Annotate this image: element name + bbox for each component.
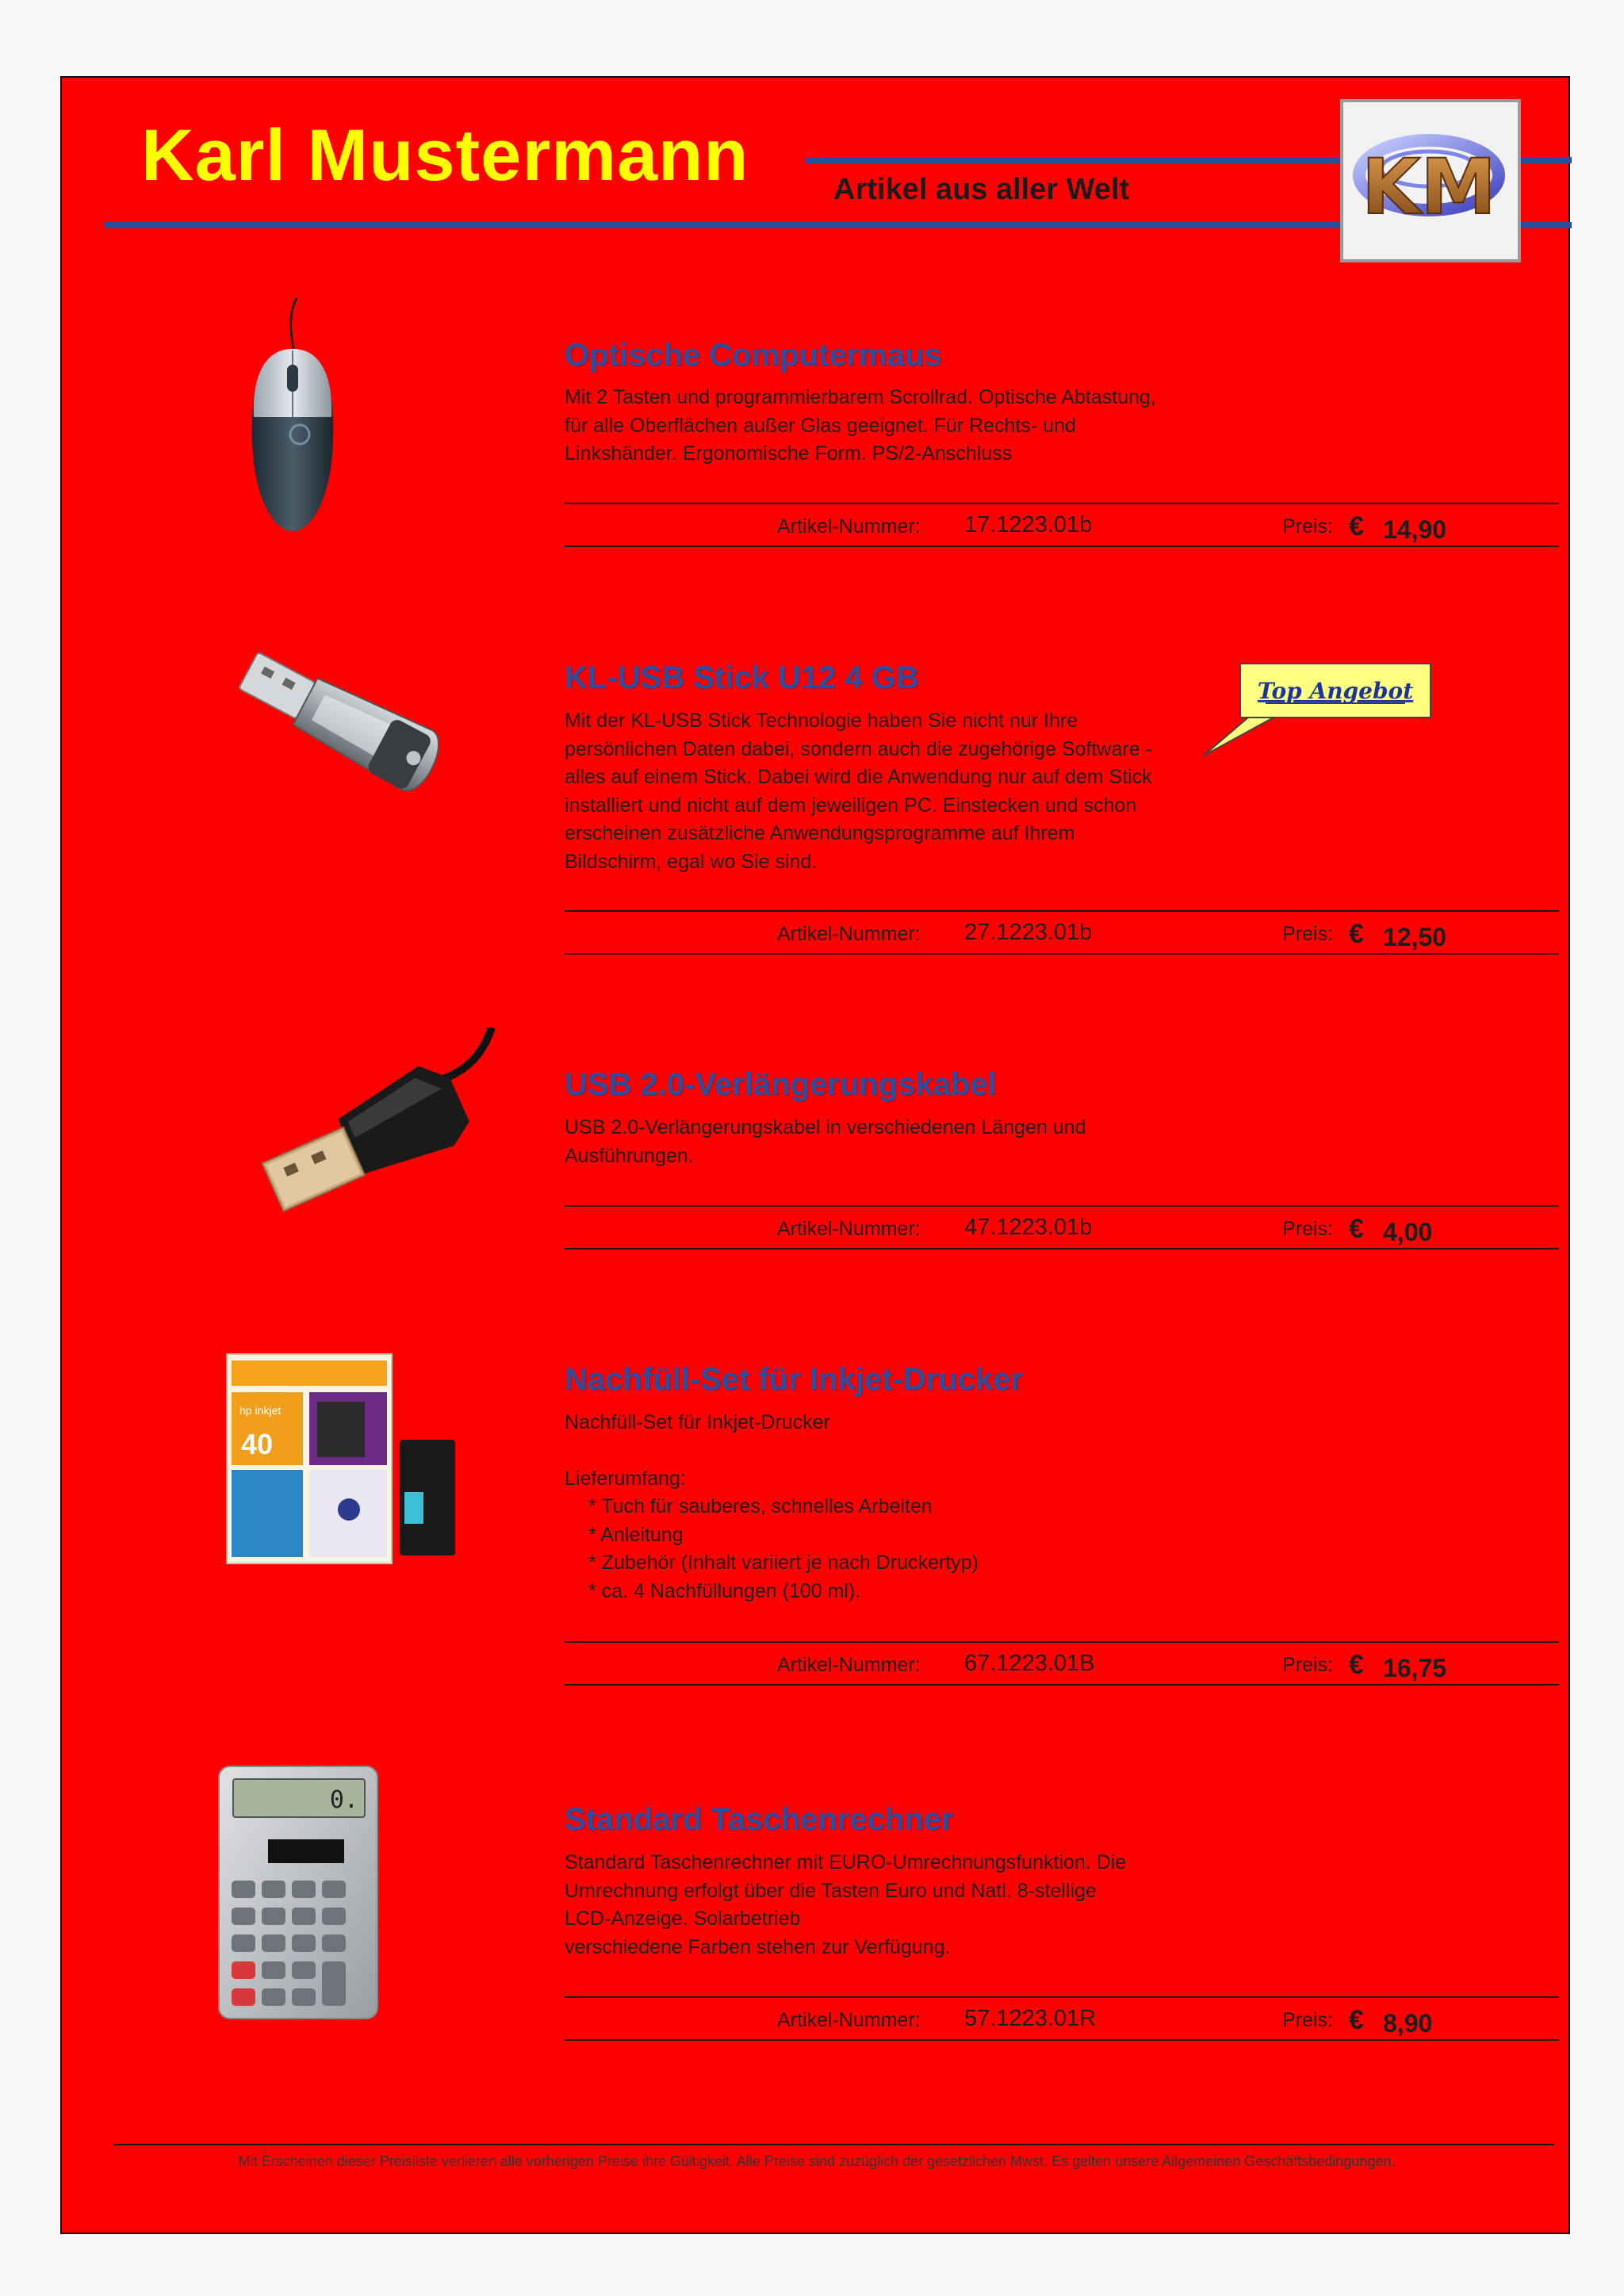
- price-label: Preis:: [1282, 2009, 1333, 2031]
- computer-mouse-image: [249, 298, 336, 536]
- footer-disclaimer: Mit Erscheinen dieser Preisliste verlieren alle vorherigen Preise ihre Gültigkeit. Alle Preise sind zuzüglich der gesetzlichen Mwst. Es gelten unsere Allgemeinen Geschäftsbedingungen.: [238, 2153, 1396, 2169]
- tagline: Artikel aus aller Welt: [833, 173, 1130, 206]
- usb-cable-image: [230, 1027, 523, 1234]
- product-title: USB 2.0-Verlängerungskabel: [565, 1067, 997, 1102]
- product-rule: [565, 953, 1559, 955]
- ink-cartridge-image: [224, 1351, 458, 1568]
- product-description: [565, 1849, 1223, 1961]
- price-label: Preis:: [1282, 515, 1333, 538]
- calculator-image: [216, 1763, 382, 2022]
- company-logo: [1340, 99, 1521, 262]
- price-label: Preis:: [1282, 923, 1333, 945]
- artno-label: Artikel-Nummer:: [777, 2009, 921, 2031]
- product-rule: [565, 910, 1559, 912]
- km-logo-icon: [1343, 102, 1518, 259]
- description-spacer: [565, 1437, 1223, 1465]
- description-line: Bildschirm, egal wo Sie sind.: [565, 850, 818, 873]
- description-line: persönlichen Daten dabei, sondern auch die zugehörige Software -: [565, 737, 1152, 760]
- product-title: Nachfüll-Set für Inkjet-Drucker: [565, 1362, 1023, 1397]
- product-rule: [565, 1641, 1559, 1643]
- price-value: 12,50: [1383, 923, 1447, 951]
- description-bullet: * ca. 4 Nachfüllungen (100 ml).: [588, 1579, 861, 1602]
- price-value: 14,90: [1383, 515, 1447, 544]
- description-line: Lieferumfang:: [565, 1467, 686, 1490]
- artno-value: 47.1223.01b: [964, 1215, 1093, 1240]
- description-line: Mit 2 Tasten und programmierbarem Scrollrad. Optische Abtastung,: [565, 386, 1156, 408]
- description-bullet: * Anleitung: [588, 1523, 684, 1546]
- product-rule: [565, 1248, 1559, 1249]
- description-line: USB 2.0-Verlängerungskabel in verschiedenen Längen und: [565, 1116, 1086, 1138]
- artno-value: 27.1223.01b: [964, 920, 1093, 945]
- product-description: [565, 1409, 1223, 1605]
- description-line: Nachfüll-Set für Inkjet-Drucker: [565, 1411, 830, 1433]
- currency-symbol: €: [1349, 1214, 1364, 1244]
- artno-label: Artikel-Nummer:: [777, 1218, 921, 1240]
- svg-text:Top Angebot: Top Angebot: [1257, 678, 1414, 704]
- product-rule: [565, 1205, 1559, 1207]
- description-line: erscheinen zusätzliche Anwendungsprogramme auf Ihrem: [565, 822, 1075, 844]
- price-value: 8,90: [1383, 2009, 1433, 2038]
- product-rule: [565, 2039, 1559, 2041]
- price-value: 16,75: [1383, 1654, 1447, 1682]
- product-description: [565, 384, 1223, 469]
- description-bullet: * Zubehör (Inhalt variiert je nach Druckertyp): [588, 1552, 979, 1574]
- product-rule: [565, 503, 1559, 504]
- description-line: LCD-Anzeige. Solarbetrieb: [565, 1908, 801, 1930]
- description-line: Mit der KL-USB Stick Technologie haben Sie nicht nur Ihre: [565, 710, 1078, 732]
- usb-stick-image: [225, 634, 455, 817]
- product-description: [565, 1114, 1223, 1170]
- description-line: Standard Taschenrechner mit EURO-Umrechnungsfunktion. Die: [565, 1851, 1127, 1873]
- product-title: Optische Computermaus: [565, 338, 942, 373]
- product-rule: [565, 545, 1559, 547]
- product-title: Standard Taschenrechner: [565, 1802, 954, 1837]
- description-line: verschiedene Farben stehen zur Verfügung.: [565, 1935, 951, 1958]
- price-label: Preis:: [1282, 1218, 1333, 1240]
- currency-symbol: €: [1349, 919, 1364, 949]
- description-line: Ausführungen.: [565, 1144, 694, 1167]
- price-label: Preis:: [1282, 1654, 1333, 1676]
- price-value: 4,00: [1383, 1218, 1433, 1246]
- product-title: KL-USB Stick U12 4 GB: [565, 660, 919, 695]
- description-line: für alle Oberflächen außer Glas geeignet. Für Rechts- und: [565, 414, 1076, 437]
- catalog-page: [60, 76, 1570, 2234]
- description-line: installiert und nicht auf dem jeweiligen PC. Einstecken und schon: [565, 794, 1137, 817]
- svg-text:40: 40: [241, 1428, 274, 1460]
- artno-value: 17.1223.01b: [964, 512, 1093, 538]
- artno-value: 67.1223.01B: [964, 1651, 1095, 1676]
- product-rule: [565, 1684, 1559, 1686]
- product-rule: [565, 1996, 1559, 1998]
- currency-symbol: €: [1349, 511, 1364, 541]
- artno-label: Artikel-Nummer:: [777, 515, 921, 538]
- description-line: Umrechnung erfolgt über die Tasten Euro und Natl. 8-stellige: [565, 1879, 1097, 1902]
- currency-symbol: €: [1349, 1650, 1364, 1680]
- description-line: alles auf einem Stick. Dabei wird die Anwendung nur auf dem Stick: [565, 766, 1152, 788]
- product-description: [565, 707, 1223, 876]
- top-offer-badge: [1201, 659, 1438, 759]
- brand-name: Karl Mustermann: [141, 115, 749, 196]
- artno-label: Artikel-Nummer:: [777, 1654, 921, 1676]
- svg-text:KM: KM: [1362, 143, 1496, 232]
- footer-rule: [113, 2144, 1554, 2145]
- svg-text:0.: 0.: [329, 1786, 358, 1814]
- currency-symbol: €: [1349, 2005, 1364, 2035]
- svg-text:hp inkjet: hp inkjet: [239, 1404, 282, 1417]
- artno-label: Artikel-Nummer:: [777, 923, 921, 945]
- artno-value: 57.1223.01R: [964, 2006, 1097, 2031]
- description-line: Linkshänder. Ergonomische Form. PS/2-Anschluss: [565, 442, 1013, 465]
- description-bullet: * Tuch für sauberes, schnelles Arbeiten: [588, 1495, 933, 1517]
